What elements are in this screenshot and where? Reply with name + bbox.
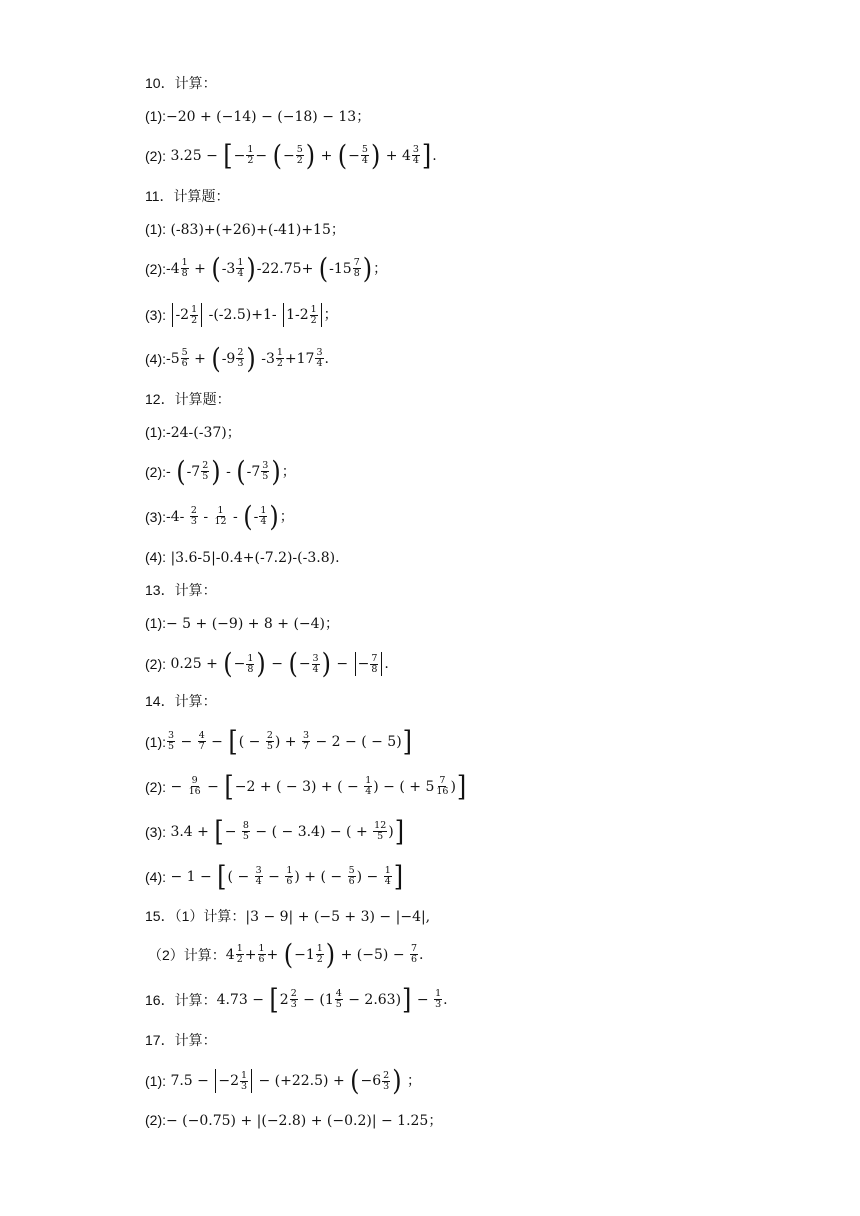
item-label: (2): — [145, 778, 166, 795]
problem-12-item-1 — [145, 422, 241, 443]
problem-11-item-2: (2): -4 $\frac{1}{8}$ + ( -3 $\frac{1}{4}$ ) -22.75+ ( -15 $\frac{7}{8}$ ) ； — [145, 252, 388, 285]
problem-title: 计算： — [174, 991, 217, 1008]
problem-number: 11． — [145, 188, 174, 204]
problem-title: 计算： — [174, 582, 217, 598]
problem-10-item-1 — [145, 106, 370, 127]
problem-number: 16． — [145, 991, 175, 1008]
problem-title: 计算题： — [173, 188, 230, 204]
problem-11-item-4: (4): -5 $\frac{5}{6}$ + ( -9 $\frac{2}{3}$ ) -3 $\frac{1}{2}$ +17 $\frac{3}{4}$ . — [145, 342, 329, 375]
item-label: (1): — [145, 108, 166, 124]
item-expression: |3.6-5|-0.4+(-7.2)-(-3.8). — [170, 550, 340, 566]
problem-11-item-1 — [145, 219, 345, 240]
item-expression: -24-(-37)； — [166, 425, 241, 441]
item-label: (3): — [145, 508, 166, 525]
problem-title: 计算题： — [174, 391, 231, 407]
problem-17-item-1: (1): 7.5 − −2 $\frac{1}{3}$ − (+22.5) + ( −6 $\frac{2}{3}$ ) ； — [145, 1064, 422, 1098]
problem-15-line-1 — [145, 906, 430, 927]
problem-13-heading — [145, 580, 217, 600]
item-label: (2): — [145, 147, 166, 164]
item-label: (4): — [145, 350, 166, 367]
item-expression: |3 − 9| + (−5 + 3) − |−4|, — [245, 909, 431, 925]
item-label: （2）计算： — [148, 946, 226, 963]
problem-10-item-2: (2): 3.25 − [ − $\frac{1}{2}$ − ( − $\frac{5}{2}$ ) + ( − $\frac{5}{4}$ ) + 4 $\frac{3}{4}$ ] . — [145, 139, 437, 172]
problem-12-item-4 — [145, 547, 340, 568]
item-expression: −20 + (−14) − (−18) − 13； — [166, 109, 371, 125]
item-expression: − (−0.75) + |(−2.8) + (−0.2)| − 1.25； — [166, 1113, 443, 1129]
problem-14-item-2: (2): − $\frac{9}{16}$ − [ −2 + ( − 3) + ( − $\frac{1}{4}$ ) − ( + 5 $\frac{7}{16}$ ) ] — [145, 770, 467, 803]
item-label: (1): — [145, 733, 166, 750]
problem-14-item-4: (4): − 1 − [ ( − $\frac{3}{4}$ − $\frac{1}{6}$ ) + ( − $\frac{5}{6}$ ) − $\frac{1}{4}$ ] — [145, 860, 404, 893]
problem-12-heading — [145, 389, 231, 409]
problem-number: 10． — [145, 75, 175, 91]
problem-17-heading — [145, 1030, 217, 1050]
problem-number: 15． — [145, 908, 175, 924]
fraction: $\frac{1}{2}$ — [247, 144, 254, 166]
fraction: $\frac{5}{4}$ — [361, 144, 368, 166]
item-label: (1): — [145, 424, 166, 440]
problem-13-item-2: (2): 0.25 + ( − $\frac{1}{8}$ ) − ( − $\frac{3}{4}$ ) − − $\frac{7}{8}$ . — [145, 647, 389, 681]
problem-12-item-2: (2): - ( -7 $\frac{2}{5}$ ) - ( -7 $\frac{3}{5}$ ) ； — [145, 455, 296, 488]
problem-number: 14． — [145, 693, 175, 709]
problem-10-heading — [145, 73, 217, 93]
item-label: (3): — [145, 307, 166, 323]
problem-title: 计算： — [174, 75, 217, 91]
item-label: (4): — [145, 549, 166, 565]
item-label: (2): — [145, 1112, 166, 1128]
problem-12-item-3: (3): -4- $\frac{2}{3}$ - $\frac{1}{12}$ - ( - $\frac{1}{4}$ ) ； — [145, 500, 294, 533]
problem-title: （1）计算： — [174, 908, 246, 924]
item-label: (4): — [145, 868, 166, 885]
problem-number: 13． — [145, 582, 175, 598]
fraction: $\frac{3}{4}$ — [412, 144, 419, 166]
item-label: (1): — [145, 221, 166, 237]
problem-number: 17． — [145, 1032, 175, 1048]
problem-14-item-1: (1): $\frac{3}{5}$ − $\frac{4}{7}$ − [ ( − $\frac{2}{5}$ ) + $\frac{3}{7}$ − 2 − ( − 5) ] — [145, 725, 413, 758]
item-expression: (-83)+(+26)+(-41)+15； — [170, 222, 345, 238]
problem-11-heading — [145, 186, 230, 206]
item-label: (2): — [145, 260, 166, 277]
item-label: (1): — [145, 615, 166, 631]
problem-14-item-3: (3): 3.4 + [ − $\frac{8}{5}$ − ( − 3.4) − ( + $\frac{12}{5}$ ) ] — [145, 815, 405, 848]
problem-13-item-1 — [145, 613, 339, 634]
problem-14-heading — [145, 691, 217, 711]
item-label: (2): — [145, 463, 166, 480]
item-expression: − 5 + (−9) + 8 + (−4)； — [166, 616, 340, 632]
item-label: (3): — [145, 823, 166, 840]
problem-title: 计算： — [174, 693, 217, 709]
problem-15-line-2: （2）计算： 4 $\frac{1}{2}$ + $\frac{1}{6}$ + ( −1 $\frac{1}{2}$ ) + (−5) − $\frac{7}{6}$ . — [148, 938, 424, 971]
problem-16-line: 16． 计算： 4.73 − [ 2 $\frac{2}{3}$ − (1 $\frac{4}{5}$ − 2.63) ] − $\frac{1}{3}$ . — [145, 983, 448, 1016]
fraction: $\frac{5}{2}$ — [296, 144, 303, 166]
problem-17-item-2 — [145, 1110, 442, 1131]
item-label: (2): — [145, 656, 166, 672]
problem-number: 12． — [145, 391, 175, 407]
problem-title: 计算： — [174, 1032, 217, 1048]
item-label: (1): — [145, 1073, 166, 1089]
problem-11-item-3: (3): -2 $\frac{1}{2}$ -(-2.5)+1- 1-2 $\frac{1}{2}$ ； — [145, 303, 338, 326]
